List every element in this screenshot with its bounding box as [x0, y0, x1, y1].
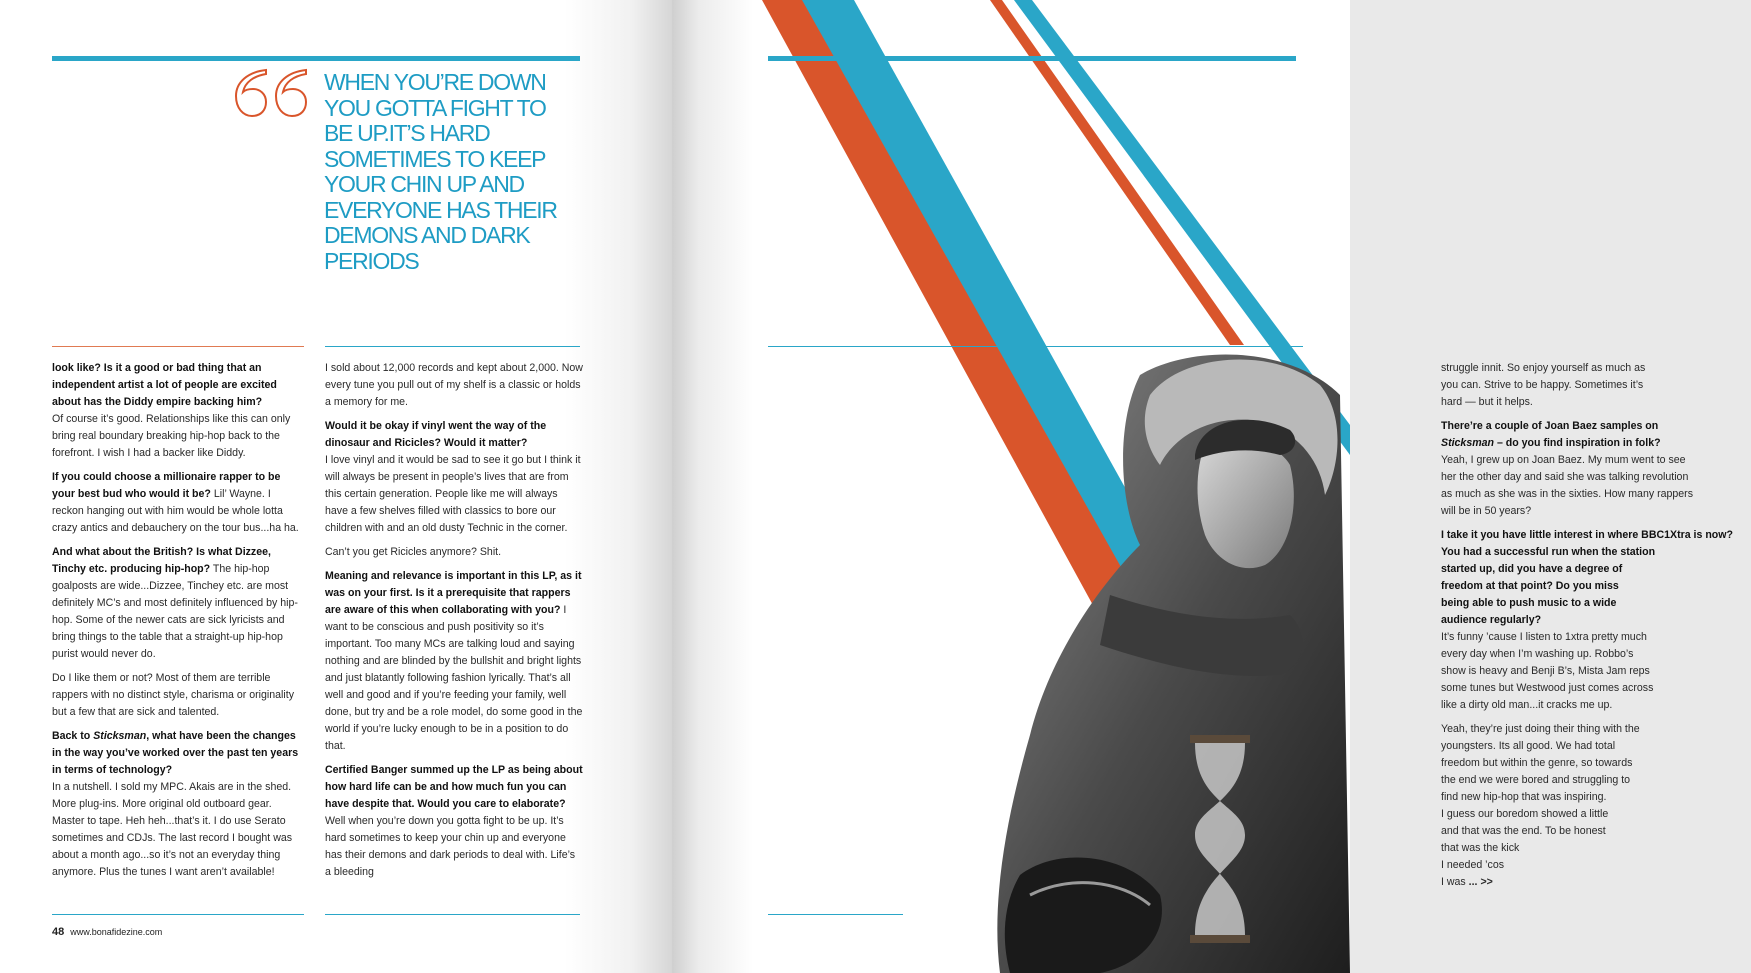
text-line: will be in 50 years?	[1441, 505, 1532, 517]
question-text: , what have been the changes in the way you’ve worked over the past ten years in terms of technology?	[52, 730, 299, 776]
page-footer	[52, 926, 162, 938]
text-line: find new hip-hop that was inspiring.	[1441, 791, 1607, 803]
interview-question: And what about the British? Is what Dizzee, Tinchy etc. producing hip-hop?	[52, 546, 271, 575]
column-rule	[768, 914, 903, 915]
text-line: hard — but it helps.	[1441, 396, 1533, 408]
column-rule	[325, 346, 580, 347]
paragraph	[1441, 418, 1751, 520]
album-title: Sticksman	[93, 730, 147, 742]
paragraph	[1441, 721, 1751, 891]
text-line	[1441, 874, 1751, 891]
text-line: show is heavy and Benji B’s, Mista Jam reps	[1441, 665, 1650, 677]
paragraph	[325, 762, 583, 881]
text-line: struggle innit. So enjoy yourself as much as	[1441, 362, 1646, 374]
paragraph: I sold about 12,000 records and kept about 2,000. Now every tune you pull out of my shelf is a classic or holds a memory for me.	[325, 362, 583, 408]
interview-answer: In a nutshell. I sold my MPC. Akais are in the shed. More plug-ins. More original old outboard gear. Master to tape. Heh heh...that’s it. I do use Serato sometimes and CDJs. The last record I bought was about a month ago...so it’s not an everyday thing anymore. Plus the tunes I want aren’t available!	[52, 781, 293, 878]
interview-question	[1441, 418, 1751, 452]
text-line: the end we were bored and struggling to	[1441, 774, 1631, 786]
text-line: Yeah, I grew up on Joan Baez. My mum went to see	[1441, 454, 1686, 466]
interview-question: Certified Banger summed up the LP as being about how hard life can be and how much fun you can have despite that. Would you care to elaborate?	[325, 764, 583, 810]
page-number: 48	[52, 926, 65, 938]
text-fragment: I was	[1441, 876, 1469, 888]
top-rule	[52, 56, 580, 61]
left-page	[0, 0, 672, 973]
article-column-3	[1441, 360, 1751, 898]
interview-question: look like? Is it a good or bad thing that an independent artist a lot of people are excited about has the Diddy empire backing him?	[52, 362, 277, 408]
text-line: her the other day and said she was talking revolution	[1441, 471, 1689, 483]
artist-photo	[990, 335, 1350, 973]
interview-question	[52, 730, 298, 776]
interview-question: I take it you have little interest in where BBC1Xtra is now?	[1441, 529, 1733, 541]
text-line: I needed ’cos	[1441, 859, 1505, 871]
paragraph	[325, 418, 583, 537]
paragraph	[1441, 527, 1751, 714]
column-rule	[768, 346, 1303, 347]
right-page	[672, 0, 1733, 973]
paragraph	[52, 728, 304, 881]
column-rule	[52, 346, 304, 347]
interview-answer: I love vinyl and it would be sad to see it go but I think it will always be present in people’s lives that are from this certain generation. People like me will always have a few shelves filled with classics to bore our children with and an old dusty Technic in the corner.	[325, 454, 581, 534]
paragraph	[325, 568, 583, 755]
text-line: as much as she was in the sixties. How many rappers	[1441, 488, 1693, 500]
text-line: you can. Strive to be happy. Sometimes it’s	[1441, 379, 1644, 391]
top-rule	[768, 56, 1296, 61]
text-line: some tunes but Westwood just comes across	[1441, 682, 1654, 694]
interview-question: If you could choose a millionaire rapper to be your best bud who would it be?	[52, 471, 281, 500]
interview-question: Would it be okay if vinyl went the way of the dinosaur and Ricicles? Would it matter?	[325, 420, 547, 449]
interview-question: Meaning and relevance is important in this LP, as it was on your first. Is it a prerequisite that rappers are aware of this when collaborating with you?	[325, 570, 582, 616]
interview-question: audience regularly?	[1441, 614, 1542, 626]
interview-question: started up, did you have a degree of	[1441, 563, 1623, 575]
thin-orange-stripe	[990, 0, 1244, 345]
text-line: that was the kick	[1441, 842, 1520, 854]
continued-marker: ... >>	[1468, 876, 1493, 888]
pull-quote: WHEN YOU’RE DOWN YOU GOTTA FIGHT TO BE UP.IT’S HARD SOMETIMES TO KEEP YOUR CHIN UP AND EVERYONE HAS THEIR DEMONS AND DARK PERIODS	[324, 69, 557, 274]
article-column-1	[52, 360, 304, 888]
text-line: freedom but within the genre, so towards	[1441, 757, 1633, 769]
text-line: It’s funny ’cause I listen to 1xtra pretty much	[1441, 631, 1647, 643]
article-column-2	[325, 360, 583, 888]
interview-question: freedom at that point? Do you miss	[1441, 580, 1619, 592]
paragraph: Can’t you get Ricicles anymore? Shit.	[325, 546, 502, 558]
interview-question: You had a successful run when the station	[1441, 546, 1656, 558]
website-url: www.bonafidezine.com	[70, 927, 163, 937]
interview-answer: Lil’ Wayne. I reckon hanging out with him would be whole lotta crazy antics and debauchery on the tour bus...ha ha.	[52, 488, 299, 534]
interview-question: being able to push music to a wide	[1441, 597, 1617, 609]
interview-answer: The hip-hop goalposts are wide...Dizzee, Tinchey etc. are most definitely MC’s and most definitely influenced by hip-hop. Some of the newer cats are sick lyricists and bring things to the table that a straight-up hip-hop purist would never do.	[52, 563, 298, 660]
album-title: Sticksman	[1441, 437, 1494, 449]
interview-answer: Well when you’re down you gotta fight to be up. It’s hard sometimes to keep your chin up and everyone has their demons and dark periods to deal with. Life’s a bleeding	[325, 815, 576, 878]
column-rule	[325, 914, 580, 915]
interview-answer: I want to be conscious and push positivity so it’s important. Too many MCs are talking loud and saying nothing and are blinded by the bullshit and bright lights and just blatantly following fashion lyrically. That’s all well and good and if you’re feeding your family, well done, but try and be a role model, do some good in the world if you’re lucky enough to be in a position to do that.	[325, 604, 583, 752]
text-line: every day when I’m washing up. Robbo’s	[1441, 648, 1634, 660]
paragraph: Do I like them or not? Most of them are terrible rappers with no distinct style, charisma or originality but a few that are sick and talented.	[52, 672, 294, 718]
text-line: and that was the end. To be honest	[1441, 825, 1606, 837]
paragraph	[52, 544, 304, 663]
question-text: There’re a couple of Joan Baez samples on	[1441, 420, 1659, 432]
text-line: like a dirty old man...it cracks me up.	[1441, 699, 1613, 711]
question-text: Back to	[52, 730, 94, 742]
column-rule	[52, 914, 304, 915]
text-line: I guess our boredom showed a little	[1441, 808, 1609, 820]
text-line: youngsters. Its all good. We had total	[1441, 740, 1616, 752]
interview-answer: Of course it’s good. Relationships like this can only bring real boundary breaking hip-hop back to the forefront. I wish I had a backer like Diddy.	[52, 413, 291, 459]
paragraph	[52, 360, 304, 462]
question-text: – do you find inspiration in folk?	[1494, 437, 1661, 449]
text-line: Yeah, they’re just doing their thing with the	[1441, 723, 1640, 735]
paragraph	[1441, 360, 1751, 411]
quote-mark-icon	[232, 66, 310, 120]
paragraph	[52, 469, 304, 537]
